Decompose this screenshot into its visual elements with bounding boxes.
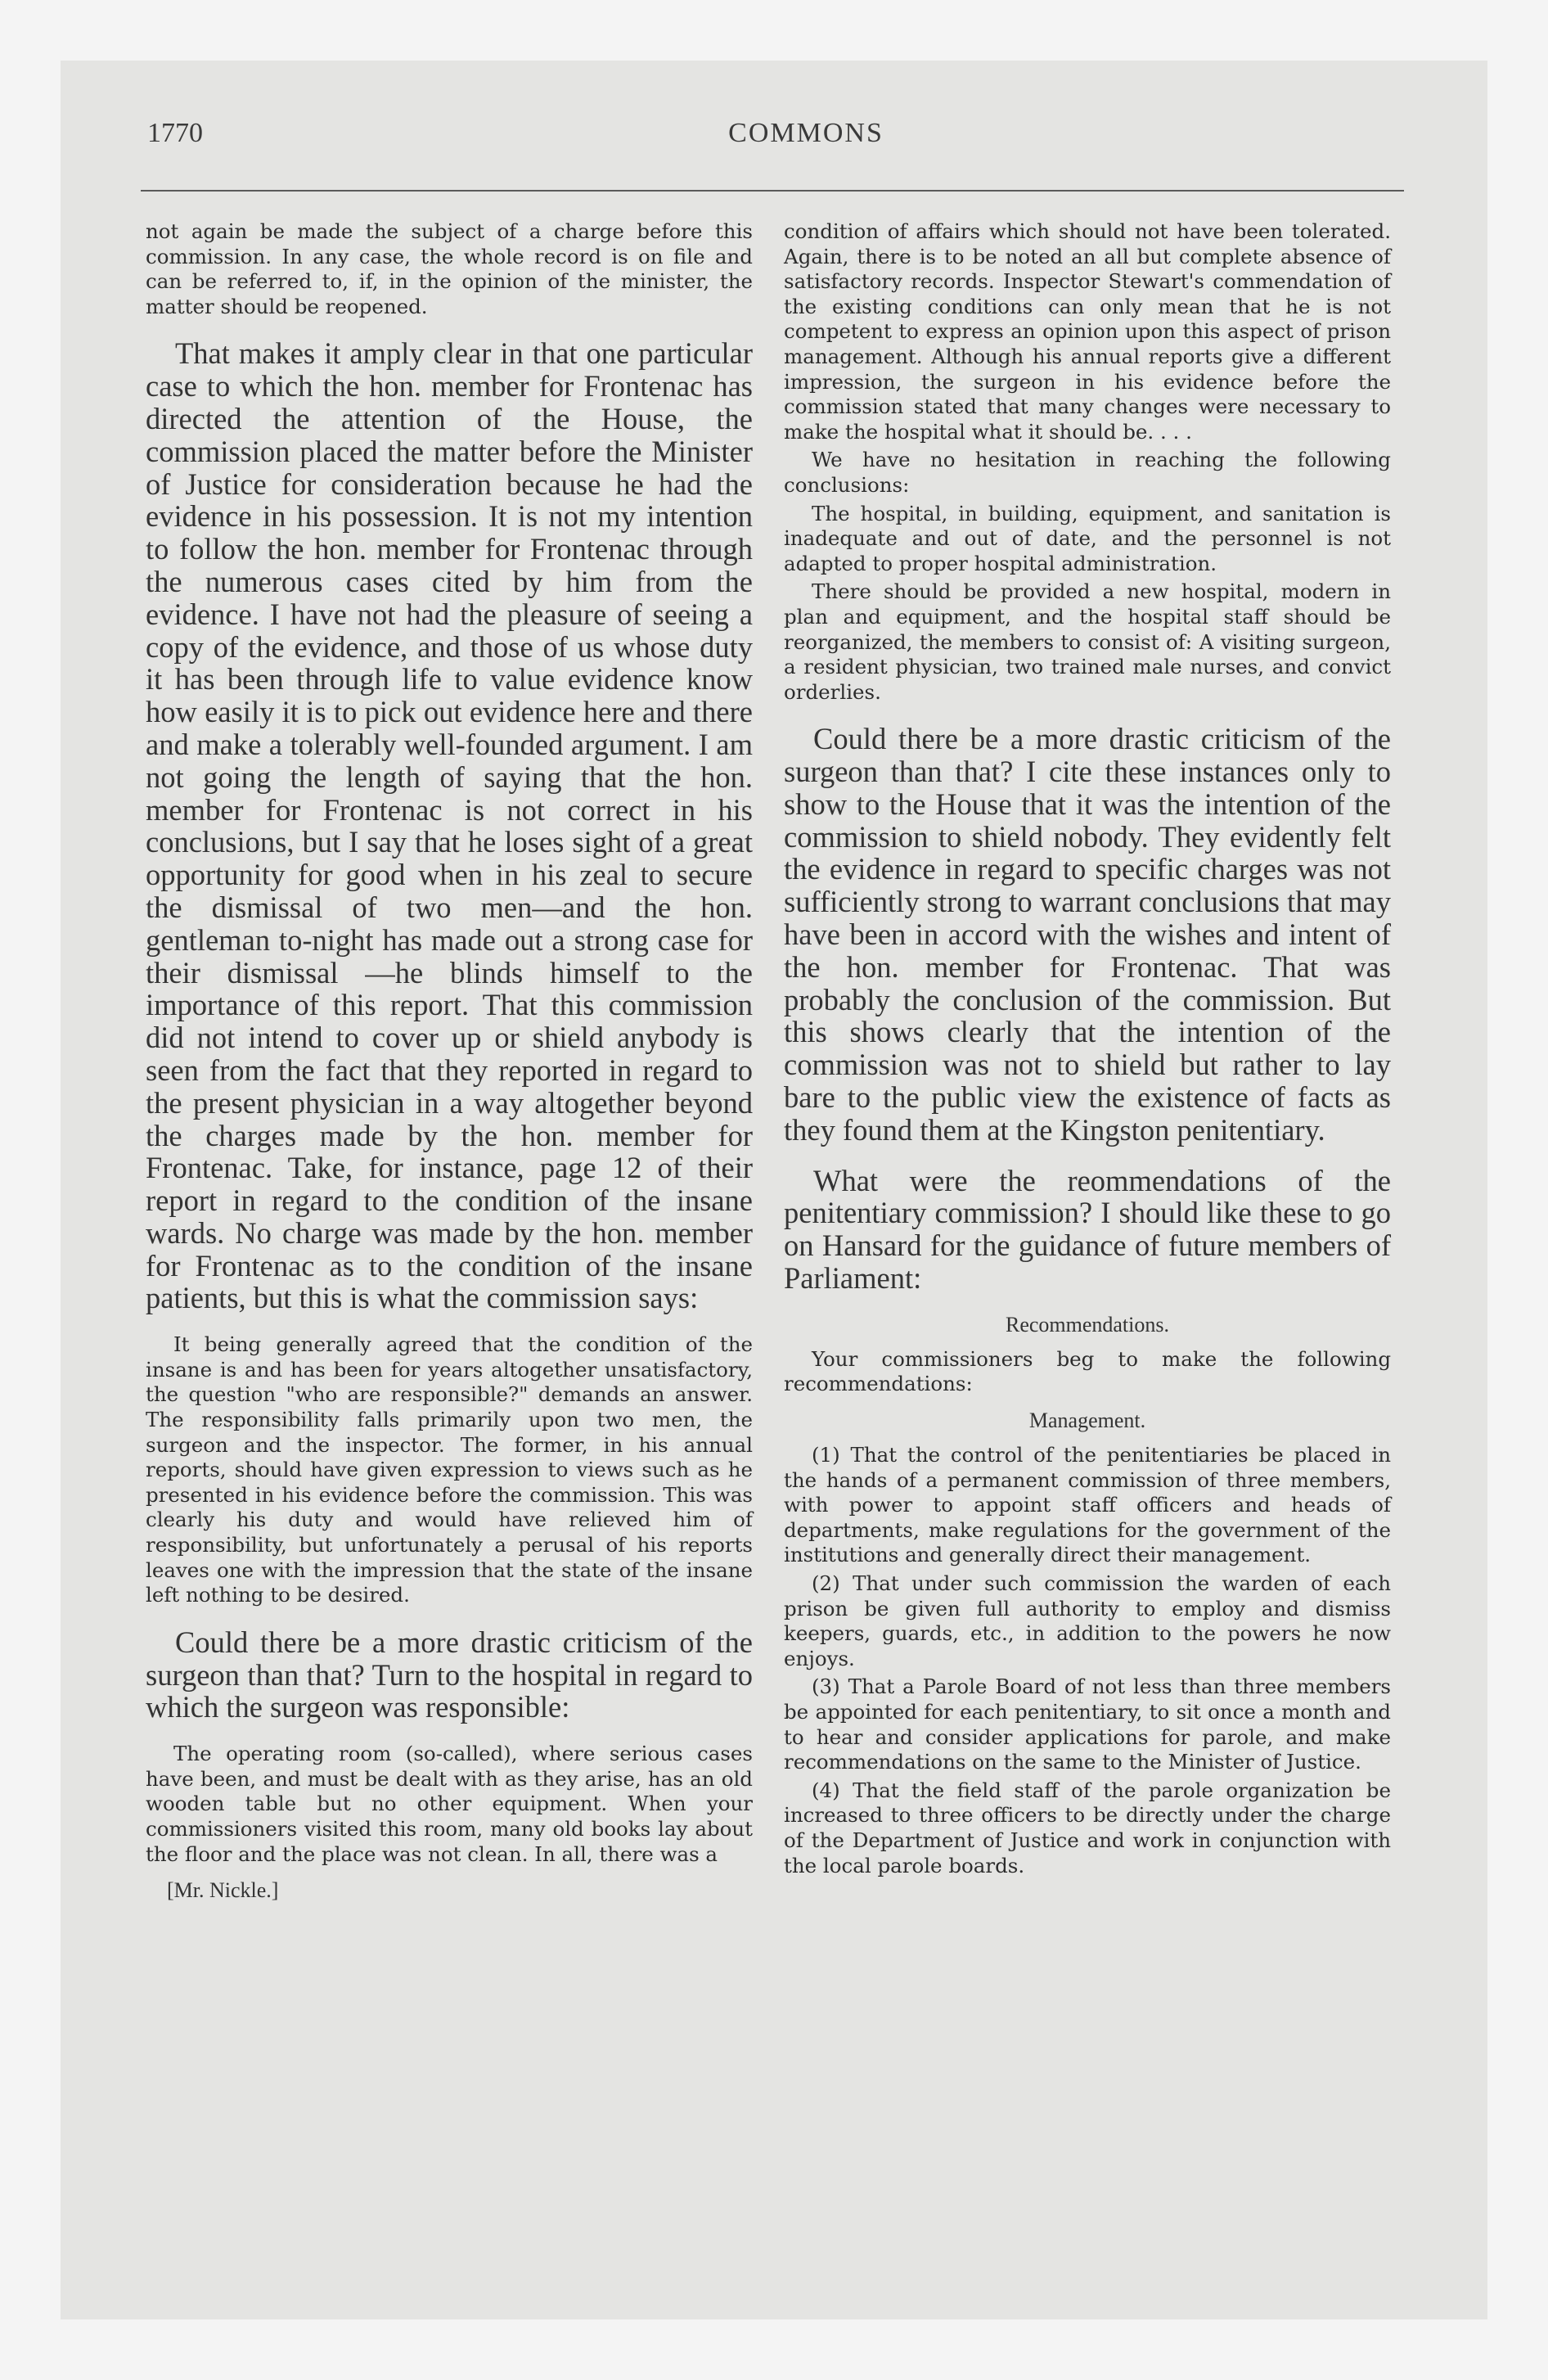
recommendation-item: (2) That under such commission the warden of each prison be given full authority to employ and dismiss keepers, guards, etc., in addition to the powers he now enjoys.	[784, 1571, 1391, 1670]
quoted-paragraph: not again be made the subject of a charge before this commission. In any case, the whole record is on file and can be referred to, if, in the opinion of the minister, the matter should be reopened.	[146, 219, 753, 318]
speech-paragraph: That makes it amply clear in that one particular case to which the hon. member for Frontenac has directed the attention of the House, the commission placed the matter before the Minister of Justice for consideration because he had the evidence in his possession. It is not my intention to follow the hon. member for Frontenac through the numerous cases cited by him from the evidence. I have not had the pleasure of seeing a copy of the evidence, and those of us whose duty it has been through life to value evidence know how easily it is to pick out evidence here and there and make a tolerably well-founded argument. I am not going the length of saying that the hon. member for Frontenac is not correct in his conclusions, but I say that he loses sight of a great opportunity for good when in his zeal to secure the dismissal of two men—and the hon. gentleman to-night has made out a strong case for their dismissal —he blinds himself to the importance of this report. That this commission did not intend to cover up or shield anybody is seen from the fact that they reported in regard to the present physician in a way altogether beyond the charges made by the hon. member for Frontenac. Take, for instance, page 12 of their report in regard to the condition of the insane wards. No charge was made by the hon. member for Frontenac as to the condition of the insane patients, but this is what the commission says:	[146, 336, 753, 1315]
recommendation-item: (4) That the field staff of the parole organization be increased to three officers to be directly under the charge of the Department of Justice and work in conjunction with the local parole boards.	[784, 1778, 1391, 1877]
speech-paragraph: Could there be a more drastic criticism of the surgeon than that? I cite these instances only to show to the House that it was the intention of the commission to shield nobody. They evidently felt the evidence in regard to specific charges was not sufficiently strong to warrant conclusions that may have been in accord with the wishes and intent of the hon. member for Frontenac. That was probably the conclusion of the commission. But this shows clearly that the intention of the commission was not to shield but rather to lay bare to the public view the existence of facts as they found them at the Kingston penitentiary.	[784, 722, 1391, 1147]
header-rule	[141, 190, 1404, 192]
recommendation-item: (1) That the control of the penitentiaries be placed in the hands of a permanent commission of three members, with power to appoint staff officers and heads of departments, make regulations for the government of the institutions and generally direct their management.	[784, 1443, 1391, 1567]
right-column	[784, 219, 1391, 1882]
quoted-paragraph: It being generally agreed that the condition of the insane is and has been for years altogether unsatisfactory, the question "who are responsible?" demands an answer. The responsibility falls primarily upon two men, the surgeon and the inspector. The former, in his annual reports, should have given expression to views such as he presented in his evidence before the commission. This was clearly his duty and would have relieved him of responsibility, but unfortunately a perusal of his reports leaves one with the impression that the state of the insane left nothing to be desired.	[146, 1332, 753, 1607]
left-column	[146, 219, 753, 1903]
quoted-paragraph: We have no hesitation in reaching the following conclusions:	[784, 448, 1391, 497]
quoted-paragraph: Your commissioners beg to make the following recommendations:	[784, 1346, 1391, 1396]
quoted-paragraph: The operating room (so-called), where serious cases have been, and must be dealt with as they arise, has an old wooden table but no other equipment. When your commissioners visited this room, many old books lay about the floor and the place was not clean. In all, there was a	[146, 1742, 753, 1866]
quoted-paragraph: There should be provided a new hospital, modern in plan and equipment, and the hospital staff should be reorganized, the members to consist of: A visiting surgeon, a resident physician, two trained male nurses, and convict orderlies.	[784, 579, 1391, 704]
quoted-paragraph: The hospital, in building, equipment, and sanitation is inadequate and out of date, and the personnel is not adapted to proper hospital administration.	[784, 501, 1391, 575]
running-head: COMMONS	[728, 118, 884, 148]
speech-paragraph: What were the reommendations of the penitentiary commission? I should like these to go on Hansard for the guidance of future members of Parliament:	[784, 1163, 1391, 1296]
section-heading-recommendations: Recommendations.	[1005, 1312, 1169, 1336]
speech-paragraph: Could there be a more drastic criticism of the surgeon than that? Turn to the hospital in regard to which the surgeon was responsible:	[146, 1625, 753, 1724]
speaker-signature: [Mr. Nickle.]	[167, 1878, 279, 1903]
recommendation-item: (3) That a Parole Board of not less than three members be appointed for each penitentiary, to sit once a month and to hear and consider applications for parole, and make recommendations on the same to the Minister of Justice.	[784, 1675, 1391, 1774]
quoted-paragraph: condition of affairs which should not have been tolerated. Again, there is to be noted an all but complete absence of satisfactory records. Inspector Stewart's commendation of the existing conditions can only mean that he is not competent to express an opinion upon this aspect of prison management. Although his annual reports give a different impression, the surgeon in his evidence before the commission stated that many changes were necessary to make the hospital what it should be. . . .	[784, 219, 1391, 444]
section-heading-management: Management.	[1028, 1409, 1146, 1433]
page-number: 1770	[147, 118, 203, 148]
